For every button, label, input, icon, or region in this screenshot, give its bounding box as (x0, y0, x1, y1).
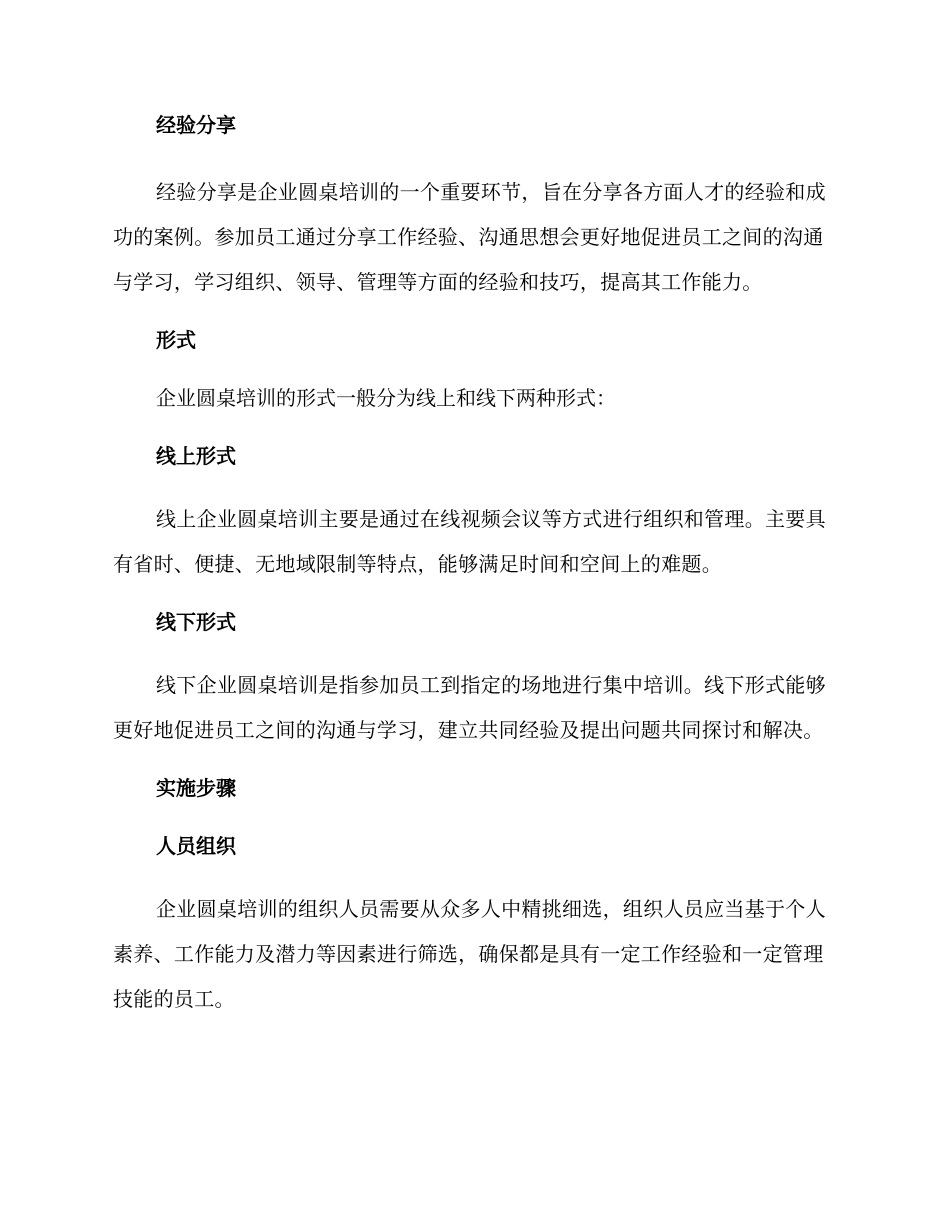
experience-heading: 经验分享 (156, 113, 236, 137)
offline-heading: 线下形式 (156, 610, 236, 634)
online-heading: 线上形式 (156, 444, 236, 468)
form-paragraph: 企业圆桌培训的形式一般分为线上和线下两种形式： (156, 386, 616, 410)
offline-paragraph: 线下企业圆桌培训是指参加员工到指定的场地进行集中培训。线下形式能够更好地促进员工之间的沟通与学习，建立共同经验及提出问题共同探讨和解决。 (113, 673, 826, 742)
online-paragraph: 线上企业圆桌培训主要是通过在线视频会议等方式进行组织和管理。主要具有省时、便捷、无地域限制等特点，能够满足时间和空间上的难题。 (113, 507, 826, 576)
document-body (113, 110, 833, 1022)
form-heading: 形式 (156, 328, 196, 352)
personnel-heading: 人员组织 (156, 834, 236, 858)
steps-heading: 实施步骤 (156, 776, 236, 800)
personnel-paragraph: 企业圆桌培训的组织人员需要从众多人中精挑细选，组织人员应当基于个人素养、工作能力及潜力等因素进行筛选，确保都是具有一定工作经验和一定管理技能的员工。 (113, 897, 826, 1011)
experience-paragraph: 经验分享是企业圆桌培训的一个重要环节，旨在分享各方面人才的经验和成功的案例。参加员工通过分享工作经验、沟通思想会更好地促进员工之间的沟通与学习，学习组织、领导、管理等方面的经验和技巧，提高其工作能力。 (113, 180, 826, 294)
